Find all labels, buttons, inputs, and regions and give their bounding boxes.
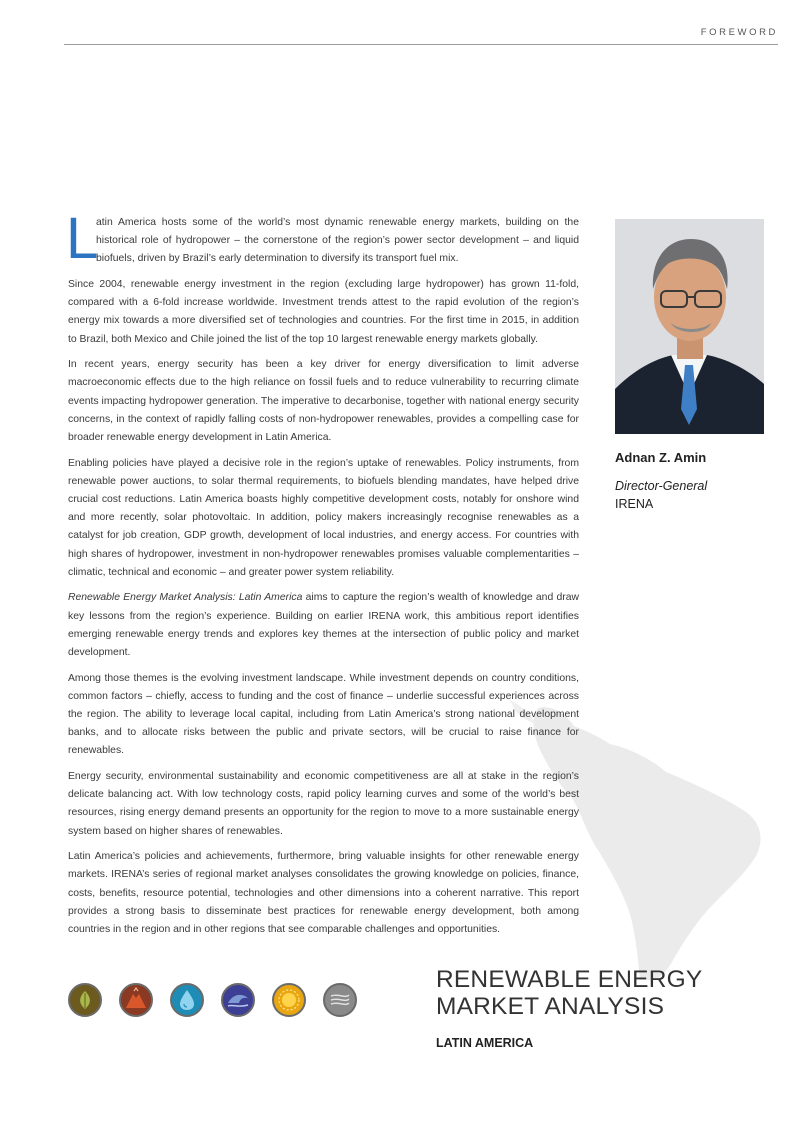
signatory-name: Adnan Z. Amin — [615, 450, 707, 465]
solar-energy-icon — [272, 983, 306, 1017]
running-head: FOREWORD — [700, 27, 778, 38]
body-paragraph-3: Enabling policies have played a decisive role in the region’s uptake of renewables. Policy instruments, from renewable power auctions, to solar thermal requirements, to biofuels blending mandates, have helped drive crucial cost reductions. Latin America boasts highly competitive development costs, notably for onshore wind and more recently, solar photovoltaic. In addition, policy makers increasingly recognise renewables as a catalyst for job creation, GDP growth, development of local industries, and energy access. For countries with high shares of hydropower, investment in non-hydropower renewables promises valuable complementarities – climatic, technical and economic – and greater power system reliability. — [68, 457, 579, 578]
body-paragraph-7: Latin America’s policies and achievements, furthermore, bring valuable insights for other renewable energy markets. IRENA’s series of regional market analyses consolidates the growing knowledge on policies, finance, costs, benefits, resource potential, technologies and other dimensions into a coherent narrative. This report provides a strong basis to disseminate best practices for renewable energy development, both among countries in the region and in other regions that see comparable challenges and opportunities. — [68, 851, 579, 936]
bioenergy-icon — [68, 983, 102, 1017]
report-paragraph-text: aims to capture the region’s wealth of knowledge and draw key lessons from the region’s experience. Building on earlier IRENA work, this ambitious report identifies emerging renewable energy trends and explores key themes at the intersection of public policy and market development. — [68, 592, 579, 659]
header-rule — [64, 44, 778, 45]
report-subtitle: LATIN AMERICA — [436, 1036, 534, 1050]
body-paragraph-1: Since 2004, renewable energy investment in the region (excluding large hydropower) has grown 11-fold, compared with a 6-fold increase worldwide. Investment trends attest to the rapid evolution of the region’s energy mix towards a more diversified set of technologies and countries. For the first time in 2015, in addition to Brazil, both Mexico and Chile joined the list of the top 10 largest renewable energy markets globally. — [68, 279, 579, 345]
intro-text: atin America hosts some of the world’s most dynamic renewable energy markets, building on the historical role of hydropower – the cornerstone of the region’s power sector development – and liquid biofuels, driven by Brazil’s early determination to diversify its transport fuel mix. — [96, 217, 579, 265]
portrait-photo — [615, 219, 764, 434]
report-title-line-1: RENEWABLE ENERGY — [436, 966, 703, 993]
hydropower-icon — [170, 983, 204, 1017]
geothermal-icon — [119, 983, 153, 1017]
report-title — [436, 966, 702, 1020]
body-paragraph-4 — [68, 589, 579, 662]
body-paragraph-5: Among those themes is the evolving investment landscape. While investment depends on country conditions, common factors – chiefly, access to funding and the cost of finance – underlie successful experiences across the region. The ability to leverage local capital, including from Latin America’s strong national development banks, and to allocate risks between the public and private sectors, will be crucial to raise finance for renewables. — [68, 672, 579, 757]
technology-icons — [68, 983, 357, 1019]
body-column — [66, 206, 579, 947]
body-paragraph-6: Energy security, environmental sustainability and economic competitiveness are all at stake in the region’s delicate balancing act. With low technology costs, rapid policy learning curves and some of the world’s best resources, rising energy demand presents an opportunity for the region to move to a more sustainable energy system based on higher shares of renewables. — [68, 771, 579, 837]
signatory-organization: IRENA — [615, 497, 654, 511]
report-title-italic: Renewable Energy Market Analysis: Latin America — [68, 592, 303, 604]
ocean-energy-icon — [221, 983, 255, 1017]
intro-paragraph — [66, 206, 579, 271]
wind-energy-icon — [323, 983, 357, 1017]
drop-cap: L — [66, 206, 99, 271]
signatory-title: Director-General — [615, 479, 708, 493]
body-paragraph-2: In recent years, energy security has been a key driver for energy diversification to limit adverse macroeconomic effects due to the high reliance on fossil fuels and to reduce vulnerability to recurring climate events impacting hydropower generation. The imperative to decarbonise, together with national energy security concerns, in the context of rapidly falling costs of non-hydropower renewables, provides a compelling case for broader renewable energy development in Latin America. — [68, 359, 579, 444]
report-title-line-2: MARKET ANALYSIS — [436, 993, 665, 1020]
